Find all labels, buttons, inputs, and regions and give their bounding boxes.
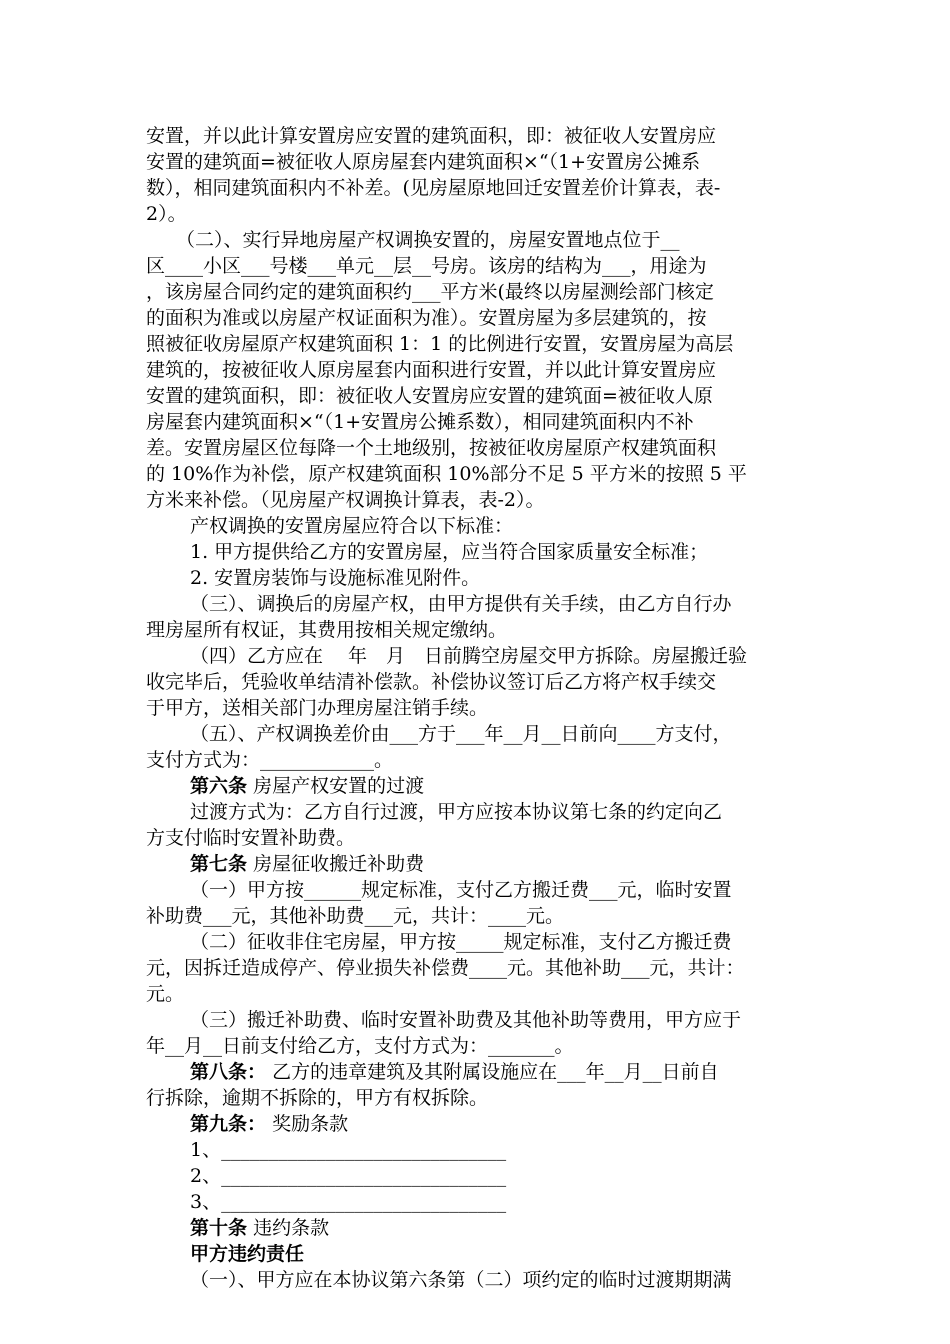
- text-line: （四）乙方应在 年 月 日前腾空房屋交甲方拆除。房屋搬迁验: [190, 645, 748, 667]
- text-line: （三）、调换后的房屋产权，由甲方提供有关手续，由乙方自行办: [190, 593, 732, 615]
- text-line: 产权调换的安置房屋应符合以下标准：: [190, 515, 514, 537]
- list-item: 1、______________________________: [190, 1139, 507, 1161]
- section-heading: 甲方违约责任: [190, 1243, 305, 1265]
- text-line: 建筑的，按被征收人原房屋套内面积进行安置，并以此计算安置房应: [146, 359, 717, 381]
- text-line: 2. 安置房装饰与设施标准见附件。: [190, 567, 481, 589]
- text-line: 的面积为准或以房屋产权证面积为准）。安置房屋为多层建筑的，按: [146, 307, 707, 329]
- text-line: （二）征收非住宅房屋，甲方按_____规定标准，支付乙方搬迁费: [190, 931, 732, 953]
- text-line: 照被征收房屋原产权建筑面积 1：1 的比例进行安置，安置房屋为高层: [146, 333, 734, 355]
- text-line: 方米来补偿。（见房屋产权调换计算表，表-2）。: [146, 489, 545, 511]
- article-heading: [146, 773, 810, 799]
- article-heading: [146, 1111, 810, 1137]
- text-line: 房屋套内建筑面积×“（1+安置房公摊系数），相同建筑面积内不补: [146, 411, 694, 433]
- article-heading: [146, 851, 810, 877]
- article-number: 第九条：: [190, 1113, 267, 1135]
- list-item: 3、______________________________: [190, 1191, 507, 1213]
- article-number: 第六条: [190, 775, 248, 797]
- text-line: 元，因拆迁造成停产、停业损失补偿费____元。其他补助___元，共计：: [146, 957, 745, 979]
- article-title: 违约条款: [253, 1217, 330, 1239]
- text-line: 2）。: [146, 203, 187, 225]
- list-item: 2、______________________________: [190, 1165, 507, 1187]
- article-title: 房屋征收搬迁补助费: [253, 853, 425, 875]
- article-number: 第八条：: [190, 1061, 267, 1083]
- text-line: 行拆除，逾期不拆除的，甲方有权拆除。: [146, 1087, 489, 1109]
- text-line: 过渡方式为：乙方自行过渡，甲方应按本协议第七条的约定向乙: [190, 801, 723, 823]
- text-line: （三）搬迁补助费、临时安置补助费及其他补助等费用，甲方应于: [190, 1009, 742, 1031]
- text-line: 理房屋所有权证，其费用按相关规定缴纳。: [146, 619, 508, 641]
- text-line: 年__月__日前支付给乙方，支付方式为：_______。: [146, 1035, 574, 1057]
- text-line: （五）、产权调换差价由___方于___年__月__日前向____方支付，: [190, 723, 732, 745]
- article-title: 奖励条款: [272, 1113, 349, 1135]
- article-heading: [146, 1059, 810, 1085]
- article-heading: [146, 1215, 810, 1241]
- text-line: 支付方式为：____________。: [146, 749, 394, 771]
- text-line: （一）、甲方应在本协议第六条第（二）项约定的临时过渡期期满: [190, 1269, 732, 1291]
- text-line: 方支付临时安置补助费。: [146, 827, 356, 849]
- text-line: 安置的建筑面积，即：被征收人安置房应安置的建筑面=被征收人原: [146, 385, 713, 407]
- text-line: 差。安置房屋区位每降一个土地级别，按被征收房屋原产权建筑面积: [146, 437, 717, 459]
- text-line: 1. 甲方提供给乙方的安置房屋，应当符合国家质量安全标准；: [190, 541, 709, 563]
- document-body: [146, 123, 810, 1293]
- text-line: 的 10%作为补偿，原产权建筑面积 10%部分不足 5 平方米的按照 5 平: [146, 463, 747, 485]
- text-line: ，该房屋合同约定的建筑面积约___平方米(最终以房屋测绘部门核定: [146, 281, 714, 303]
- text-line: 区____小区___号楼___单元__层__号房。该房的结构为___，用途为: [146, 255, 707, 277]
- text-line: 安置，并以此计算安置房应安置的建筑面积，即：被征收人安置房应: [146, 125, 717, 147]
- text-line: 收完毕后，凭验收单结清补偿款。补偿协议签订后乙方将产权手续交: [146, 671, 717, 693]
- article-title: 乙方的违章建筑及其附属设施应在___年__月__日前自: [272, 1061, 719, 1083]
- article-title: 房屋产权安置的过渡: [253, 775, 425, 797]
- article-number: 第十条: [190, 1217, 248, 1239]
- text-line: （一）甲方按______规定标准，支付乙方搬迁费___元，临时安置: [190, 879, 732, 901]
- article-number: 第七条: [190, 853, 248, 875]
- text-line: 安置的建筑面=被征收人原房屋套内建筑面积×“（1+安置房公摊系: [146, 151, 701, 173]
- text-line: 数），相同建筑面积内不补差。(见房屋原地回迁安置差价计算表，表-: [146, 177, 721, 199]
- text-line: （二）、实行异地房屋产权调换安置的，房屋安置地点位于__: [176, 229, 680, 251]
- text-line: 元。: [146, 983, 185, 1005]
- text-line: 补助费___元，其他补助费___元，共计：____元。: [146, 905, 565, 927]
- text-line: 于甲方，送相关部门办理房屋注销手续。: [146, 697, 489, 719]
